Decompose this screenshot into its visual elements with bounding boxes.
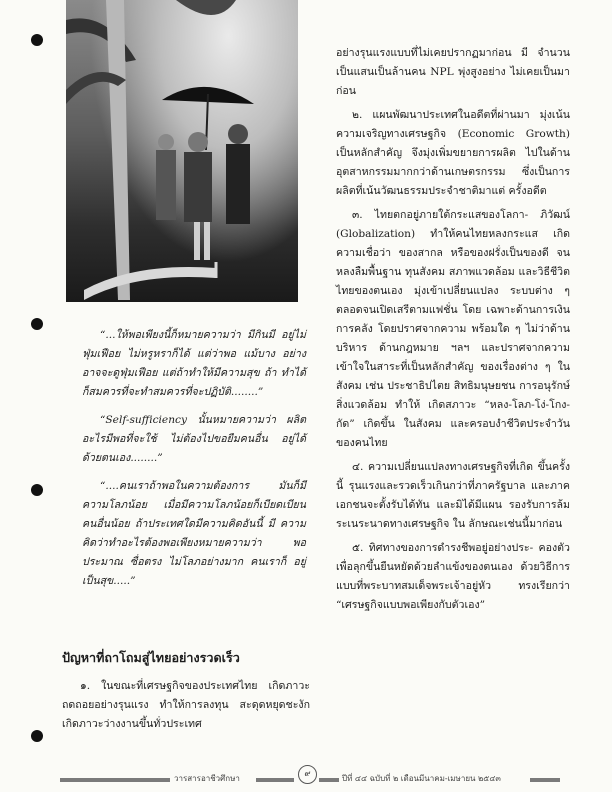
footer-rule [60,778,170,782]
left-column-text [62,677,310,734]
footer-rule [530,778,560,782]
quote-paragraph: “Self-sufficiency นั้นหมายความว่า ผลิต อะไรมีพอที่จะใช้ ไม่ต้องไปขอยืมคนอื่น อยู่ได้ ด้วยตนเอง........” [82,414,306,464]
binder-hole [31,34,43,46]
binder-hole [31,318,43,330]
photo [66,0,298,302]
quote-block [82,326,306,600]
paragraph: ๔. ความเปลี่ยนแปลงทางเศรษฐกิจที่เกิด ขึ้นครั้งนี้ รุนแรงและรวดเร็วเกินกว่าที่ภาครัฐบาล และภาคเอกชนจะตั้งรับได้ทัน และมิได้มีแผน รองรับการล้มระเนระนาดทางเศรษฐกิจ ใน ลักษณะเช่นนี้มาก่อน [336,461,570,530]
footer-rule [256,778,294,782]
section-heading: ปัญหาที่ถาโถมสู่ไทยอย่างรวดเร็ว [62,650,240,665]
footer-issue-info: ปีที่ ๔๔ ฉบับที่ ๒ เดือนมีนาคม-เมษายน ๒๕๔๓ [342,774,501,783]
paragraph: ๕. ทิศทางของการดำรงชีพอยู่อย่างประ- คองตัว เพื่อลุกขึ้นยืนหยัดด้วยลำแข้งของตนเอง ด้วยวิธีการแบบที่พระบาทสมเด็จพระเจ้าอยู่หัว ทรงเรียกว่า “เศรษฐกิจแบบพอเพียงกับตัวเอง” [336,542,570,611]
paragraph: ๑. ในขณะที่เศรษฐกิจของประเทศไทย เกิดภาวะถดถอยอย่างรุนแรง ทำให้การลงทุน สะดุดหยุดชะงัก เกิดภาวะว่างงานขึ้นทั่วประเทศ [62,680,310,730]
paragraph: อย่างรุนแรงแบบที่ไม่เคยปรากฏมาก่อน มี จำนวนเป็นแสนเป็นล้านคน NPL พุ่งสูงอย่าง ไม่เคยเป็นมาก่อน [336,47,570,97]
photo-illustration [66,0,298,302]
quote-paragraph: “....คนเราถ้าพอในความต้องการ มันก็มี ความโลภน้อย เมื่อมีความโลภน้อยก็เบียดเบียน คนอื่นน้อย ถ้าประเทศใดมีความคิดอันนี้ มี ความคิดว่าทำอะไรต้องพอเพียงหมายความว่า พอประมาณ ซื่อตรง ไม่โลภอย่างมาก คนเราก็ อยู่เป็นสุข.....” [82,480,306,587]
footer-rule [319,778,339,782]
paragraph: ๓. ไทยตกอยู่ภายใต้กระแสของโลกา- ภิวัฒน์ (Globalization) ทำให้คนไทยหลงกระแส เกิดความเชื่อว่า ของสากล หรือของฝรั่งเป็นของดี จนหลงลืมพื้นฐาน ทุนสังคม สภาพแวดล้อม และวิธีชีวิตไทยของตนเอง มุ่งเข้าเปลี่ยนแปลง ระบบต่าง ๆ ตลอดจนเปิดเสรีตามแฟชั่น โดย เฉพาะด้านการเงินการคลัง โดยปราศจากความ พร้อมใด ๆ ไม่ว่าด้านบริหาร ด้านกฎหมาย ฯลฯ และปราศจากความเข้าใจในสาระที่เป็นหลักสำคัญ ของเรื่องต่าง ๆ ในสังคม เช่น ประชาธิปไตย สิทธิมนุษยชน การอนุรักษ์สิ่งแวดล้อม ทำให้ เกิดสภาวะ “หลง-โลภ-โง่-โกง-กัด” เกิดขึ้น ในสังคม และครอบงำชีวิตประจำวันของคนไทย [336,209,570,449]
footer-journal-name: วารสารอาชีวศึกษา [174,774,240,783]
binder-hole [31,730,43,742]
binder-hole [31,484,43,496]
quote-paragraph: “...ให้พอเพียงนี้ก็หมายความว่า มีกินมี อยู่ไม่ฟุ่มเฟือย ไม่หรูหราก็ได้ แต่ว่าพอ แม้บาง อย่างอาจจะดูฟุ่มเฟือย แต่ถ้าทำให้มีความสุข ถ้า ทำได้ก็สมควรที่จะทำสมควรที่จะปฏิบัติ........” [82,329,306,398]
page-footer [60,761,560,787]
paragraph: ๒. แผนพัฒนาประเทศในอดีตที่ผ่านมา มุ่งเน้นความเจริญทางเศรษฐกิจ (Economic Growth) เป็นหลักสำคัญ จึงมุ่งเพิ่มขยายการผลิต ไปในด้านอุตสาหกรรมมากกว่าด้านเกษตรกรรม ซึ่งเป็นการผลิตที่เน้นวัฒนธรรมประจำชาติมาแต่ ครั้งอดีต [336,109,570,197]
right-column-text [336,44,570,620]
page-number: ๙ [298,765,317,784]
